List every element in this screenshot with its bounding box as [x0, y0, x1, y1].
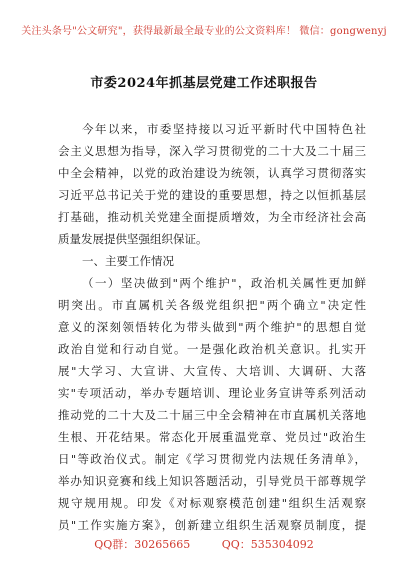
paragraph-line: 习近平总书记关于党的建设的重要思想，持之以恒抓基层 [58, 188, 366, 202]
paragraph-line: 今年以来，市委坚持接以习近平新时代中国特色社 [82, 122, 366, 136]
paragraph-line: 明突出。市直属机关各级党组织把"两个确立"决定性 [58, 298, 366, 312]
paragraph-line: 日"等政治仪式。制定《学习贯彻党内法规任务清单》， [58, 452, 366, 466]
paragraph-line: 员"工作实施方案》，创新建立组织生活观察员制度，提 [58, 518, 366, 532]
promo-banner: 关注头条号"公文研究"，获得最新最全最专业的公文资料库！ 微信：gongwenyj [21, 26, 387, 37]
paragraph-line: 展"大学习、大宣讲、大宣传、大培训、大调研、大落 [58, 364, 366, 378]
paragraph-line: 打基础，推动机关党建全面提质增效，为全市经济社会高 [58, 210, 366, 224]
paragraph-line: 中全会精神，以党的政治建设为统领，认真学习贯彻落实 [58, 166, 366, 180]
document-title: 市委2024年抓基层党建工作述职报告 [90, 76, 318, 91]
paragraph-line: 实"专项活动，举办专题培训、理论业务宣讲等系列活动 [58, 386, 366, 400]
qq-number: QQ：535304092 [221, 538, 314, 551]
paragraph-line: 政治自觉和行动自觉。一是强化政治机关意识。扎实开 [58, 342, 366, 356]
qq-group-number: QQ群：30265665 [94, 538, 191, 551]
paragraph-line: 举办知识竞赛和线上知识答题活动，引导党员干部尊规学 [58, 474, 366, 488]
paragraph-line: 规守规用规。印发《对标观察模范创建"组织生活观察 [58, 496, 366, 510]
document-body [58, 118, 366, 536]
contact-footer [0, 536, 408, 552]
paragraph-line: 推动党的二十大及二十届三中全会精神在市直属机关落地 [58, 408, 366, 422]
paragraph-line: 会主义思想为指导，深入学习贯彻党的二十大及二十届三 [58, 144, 366, 158]
paragraph-line: （一）坚决做到"两个维护"，政治机关属性更加鲜 [82, 276, 366, 290]
paragraph-line: 意义的深刻领悟转化为带头做到"两个维护"的思想自觉 [58, 320, 366, 334]
section-heading: 一、主要工作情况 [82, 254, 174, 268]
paragraph-line: 质量发展提供坚强组织保证。 [58, 232, 208, 246]
paragraph-line: 生根、开花结果。常态化开展重温党章、党员过"政治生 [58, 430, 366, 444]
